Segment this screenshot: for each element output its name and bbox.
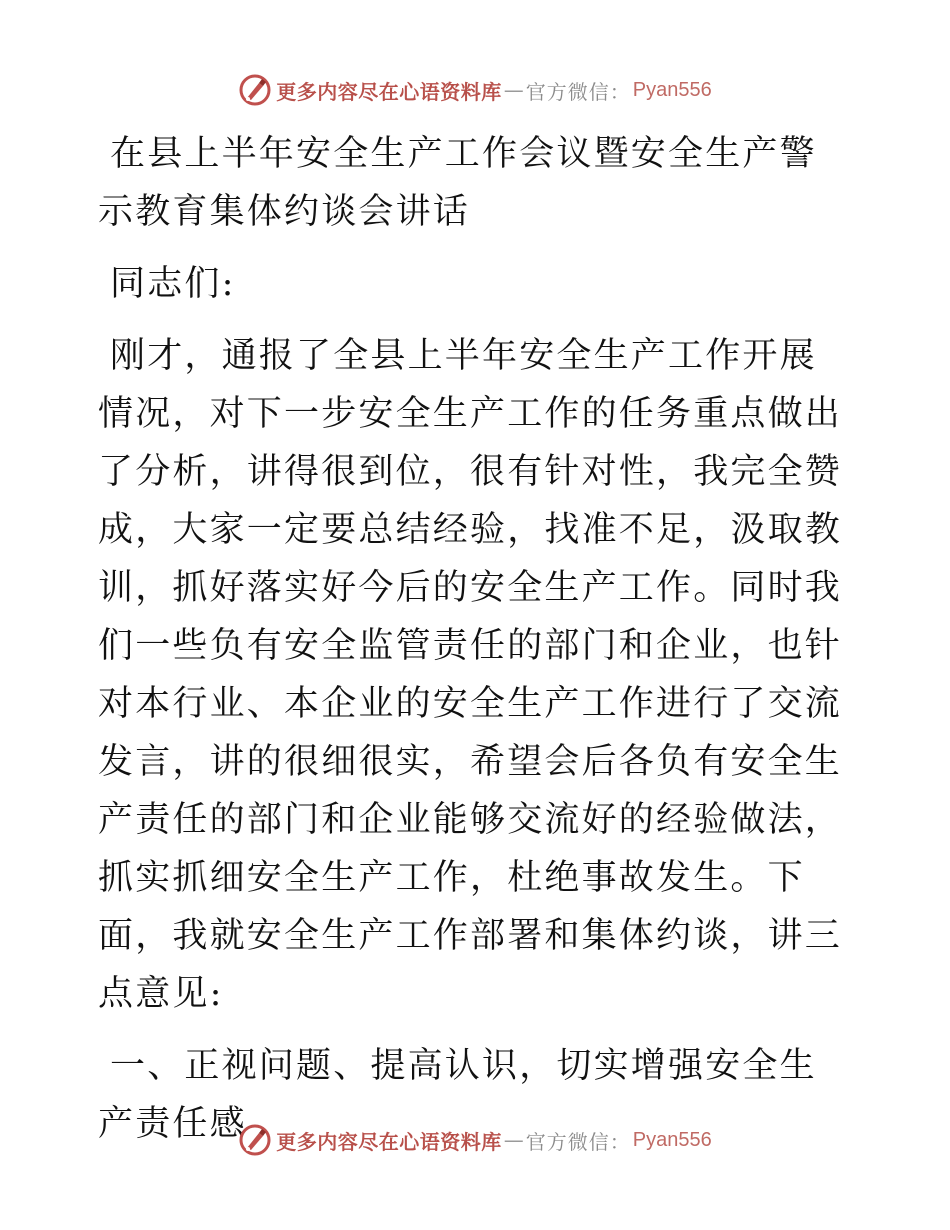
watermark-brand: 更多内容尽在心语资料库 bbox=[276, 1129, 502, 1154]
watermark-wechat-id: Pyan556 bbox=[632, 78, 712, 101]
watermark-official-label: 官方微信： bbox=[525, 1129, 631, 1154]
watermark-banner-bottom bbox=[0, 1120, 950, 1160]
document-body bbox=[98, 125, 850, 1153]
pen-logo-icon bbox=[238, 73, 272, 107]
section-1-heading: 一、正视问题、提高认识，切实增强安全生产责任感 bbox=[98, 1046, 817, 1144]
salutation: 同志们: bbox=[110, 264, 236, 304]
watermark-banner-top bbox=[0, 70, 950, 110]
pen-logo-icon bbox=[238, 1123, 272, 1157]
paragraph-1: 刚才，通报了全县上半年安全生产工作开展情况，对下一步安全生产工作的任务重点做出了分析，讲得很到位，很有针对性，我完全赞成，大家一定要总结经验，找准不足，汲取教训，抓好落实好今后的安全生产工作。同时我们一些负有安全监管责任的部门和企业，也针对本行业、本企业的安全生产工作进行了交流发言，讲的很细很实，希望会后各负有安全生产责任的部门和企业能够交流好的经验做法，抓实抓细安全生产工作，杜绝事故发生。下面，我就安全生产工作部署和集体约谈，讲三点意见: bbox=[98, 336, 843, 1014]
watermark-official-label: 官方微信： bbox=[525, 79, 631, 104]
document-title: 在县上半年安全生产工作会议暨安全生产警示教育集体约谈会讲话 bbox=[98, 134, 817, 232]
watermark-brand: 更多内容尽在心语资料库 bbox=[276, 79, 502, 104]
watermark-separator: — bbox=[503, 1128, 524, 1152]
watermark-wechat-id: Pyan556 bbox=[632, 1128, 712, 1151]
watermark-separator: — bbox=[503, 78, 524, 102]
